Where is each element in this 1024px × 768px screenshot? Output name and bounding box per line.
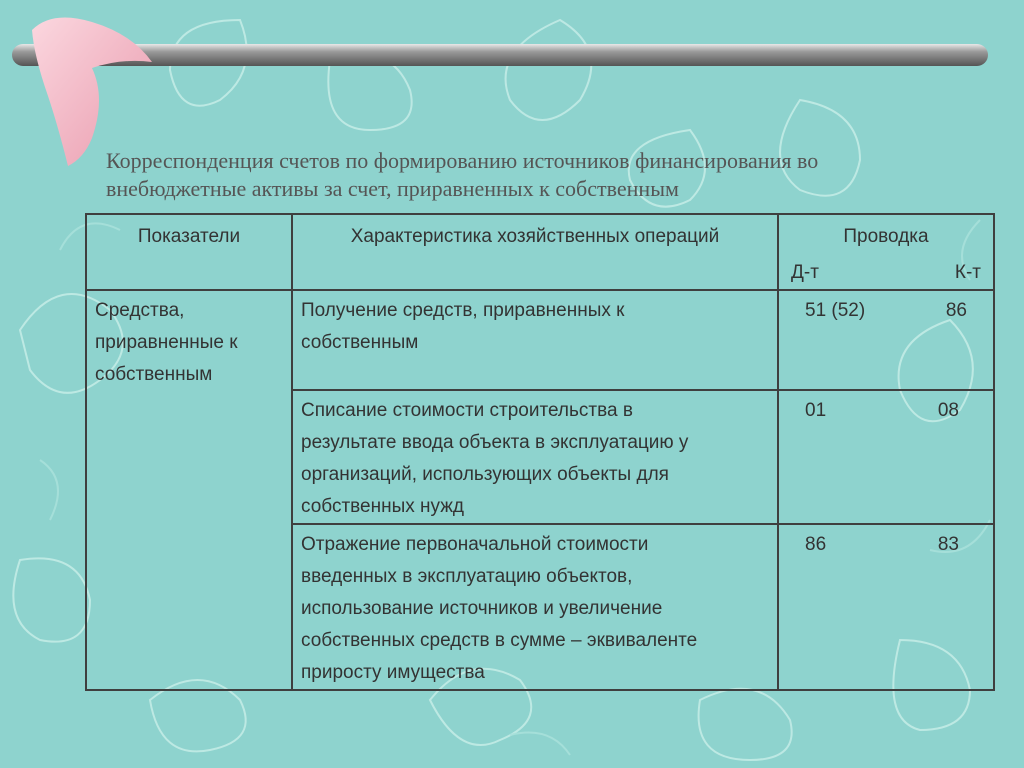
indicator-cell [86,290,292,690]
title-line-2: внебюджетные активы за счет, приравненных к собственным [106,176,679,201]
indicator-line: Средства, [95,300,185,321]
operation-line: собственным [301,332,419,353]
operation-line: результате ввода объекта в эксплуатацию у [301,432,689,453]
indicator-line: приравненные к [95,332,238,353]
operation-line: организаций, использующих объекты для [301,464,669,485]
operation-line: Получение средств, приравненных к [301,300,625,321]
operation-line: введенных в эксплуатацию объектов, [301,566,633,587]
credit-value: 83 [937,534,959,555]
credit-value: 86 [945,300,967,321]
boomerang-shape [32,18,152,167]
debit-value: 51 (52) [805,300,866,321]
operation-cell [292,390,778,524]
debit-value: 86 [805,534,827,555]
credit-value: 08 [937,400,959,421]
rod-shape [12,44,988,66]
header-posting [778,214,994,290]
operation-cell [292,524,778,690]
indicator-line: собственным [95,364,213,385]
title-line-1: Корреспонденция счетов по формированию источников финансирования во [106,148,819,173]
operation-line: собственных нужд [301,496,465,517]
correspondence-table [85,213,995,691]
header-posting-label: Проводка [843,226,929,247]
posting-cell [778,524,994,690]
posting-cell [778,390,994,524]
page-title [106,147,986,203]
operation-line: использование источников и увеличение [301,598,663,619]
header-characteristic: Характеристика хозяйственных операций [292,214,778,290]
operation-line: собственных средств в сумме – эквиваленте [301,630,698,651]
operation-line: Списание стоимости строительства в [301,400,633,421]
posting-cell [778,290,994,390]
header-credit: К-т [954,262,981,283]
debit-value: 01 [805,400,827,421]
table-row [86,290,994,390]
operation-cell [292,290,778,390]
operation-line: приросту имущества [301,662,485,683]
header-debit: Д-т [791,262,819,283]
table-header-row [86,214,994,290]
header-indicators: Показатели [86,214,292,290]
operation-line: Отражение первоначальной стоимости [301,534,649,555]
